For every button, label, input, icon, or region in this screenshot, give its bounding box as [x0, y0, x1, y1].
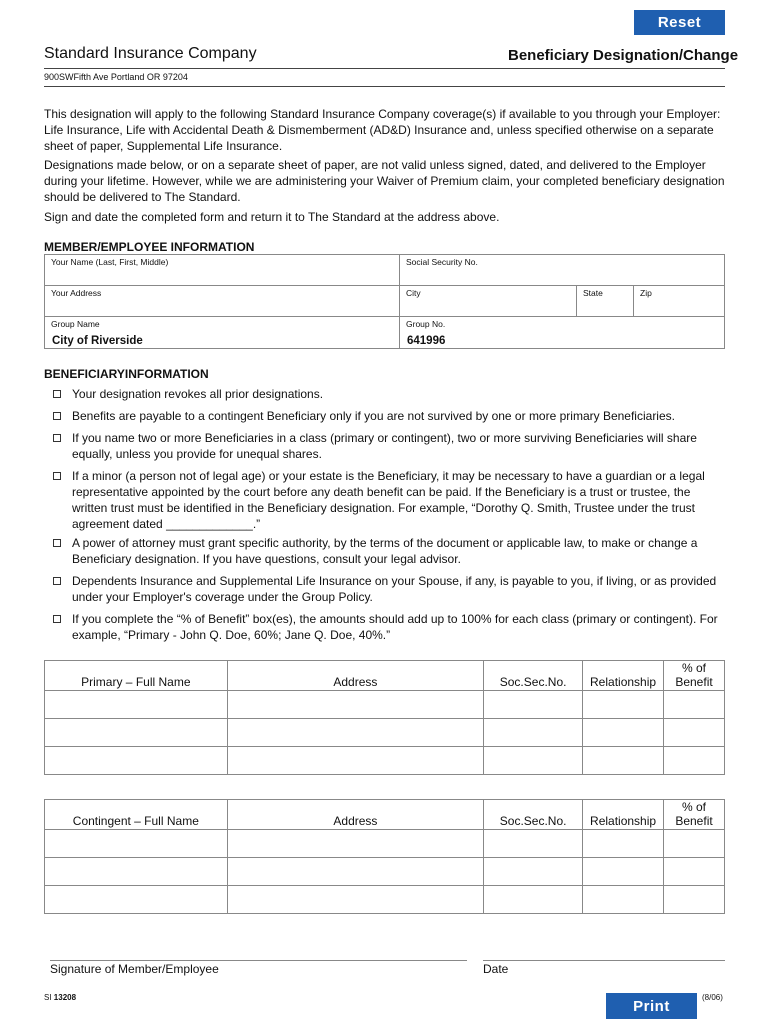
header-divider: [44, 68, 725, 69]
bullet-text: If you name two or more Beneficiaries in a class (primary or contingent), two or more surviving Beneficiaries will share equally, unless you provide for unequal shares.: [72, 431, 697, 461]
relationship-cell[interactable]: [583, 719, 664, 747]
contingent-beneficiary-table: [44, 799, 725, 914]
member-section-heading: MEMBER/EMPLOYEE INFORMATION: [44, 240, 255, 254]
percent-cell[interactable]: [664, 858, 725, 886]
beneficiary-section-heading: BENEFICIARYINFORMATION: [44, 367, 209, 381]
signature-field[interactable]: [50, 960, 467, 961]
name-label: Your Name (Last, First, Middle): [51, 257, 169, 267]
intro-paragraph-1: This designation will apply to the following Standard Insurance Company coverage(s) if available to you through your Employer: Life Insurance, Life with Accidental Death & Dismemberment (AD&D) Insurance and, unless specified otherwise on a separate sheet of paper, Supplemental Life Insurance.: [44, 107, 721, 153]
percent-cell[interactable]: [664, 747, 725, 775]
table-row: [45, 830, 725, 858]
company-name: Standard Insurance Company: [44, 45, 257, 62]
ssn-field[interactable]: [400, 255, 724, 285]
primary-beneficiary-table: [44, 660, 725, 775]
address-cell[interactable]: [227, 719, 483, 747]
form-number-prefix: SI: [44, 993, 52, 1002]
group-no-value: 641996: [407, 335, 446, 347]
bullet-item: [44, 611, 728, 643]
ssn-cell[interactable]: [484, 886, 583, 914]
checkbox-glyph: [53, 472, 61, 480]
bullet-text: A power of attorney must grant specific authority, by the terms of the document or applicable law, to make or change a Beneficiary designation. If you have questions, consult your legal advisor.: [72, 536, 698, 566]
bullet-text: Dependents Insurance and Supplemental Life Insurance on your Spouse, if any, is payable to you, if living, or as provided under your Employer's coverage under the Group Policy.: [72, 574, 717, 604]
state-field[interactable]: [577, 286, 634, 316]
address-label: Your Address: [51, 288, 102, 298]
name-cell[interactable]: [45, 886, 228, 914]
form-number-value: 13208: [53, 993, 77, 1002]
revision-date: (8/06): [702, 993, 723, 1002]
intro-paragraph-3: Sign and date the completed form and return it to The Standard at the address above.: [44, 210, 500, 224]
date-field[interactable]: [483, 960, 725, 961]
bullet-item: [44, 430, 728, 462]
table-row: [45, 691, 725, 719]
col-header-name: Contingent – Full Name: [45, 800, 228, 830]
date-label: Date: [483, 962, 509, 976]
name-cell[interactable]: [45, 747, 228, 775]
percent-cell[interactable]: [664, 830, 725, 858]
form-title: Beneficiary Designation/Change: [508, 47, 739, 64]
bullet-item: [44, 573, 728, 605]
address-cell[interactable]: [227, 747, 483, 775]
col-header-relationship: Relationship: [583, 800, 664, 830]
col-header-percent: % of Benefit: [664, 661, 725, 691]
state-label: State: [583, 288, 603, 298]
group-name-field[interactable]: [45, 317, 400, 348]
name-cell[interactable]: [45, 858, 228, 886]
group-name-label: Group Name: [51, 319, 100, 329]
address-field[interactable]: [45, 286, 400, 316]
signature-label: Signature of Member/Employee: [50, 962, 219, 976]
bullet-text: Your designation revokes all prior designations.: [72, 387, 324, 401]
group-no-label: Group No.: [406, 319, 446, 329]
table-row: [45, 747, 725, 775]
percent-cell[interactable]: [664, 886, 725, 914]
relationship-cell[interactable]: [583, 691, 664, 719]
col-header-address: Address: [227, 661, 483, 691]
bullet-text: If you complete the “% of Benefit” box(es), the amounts should add up to 100% for each class (primary or contingent). For example, “Primary - John Q. Doe, 60%; Jane Q. Doe, 40%.”: [72, 612, 718, 642]
ssn-cell[interactable]: [484, 858, 583, 886]
relationship-cell[interactable]: [583, 747, 664, 775]
city-label: City: [406, 288, 421, 298]
col-header-ssn: Soc.Sec.No.: [484, 661, 583, 691]
ssn-cell[interactable]: [484, 747, 583, 775]
percent-cell[interactable]: [664, 691, 725, 719]
bullet-item: [44, 468, 728, 532]
address-cell[interactable]: [227, 830, 483, 858]
address-cell[interactable]: [227, 886, 483, 914]
reset-button[interactable]: Reset: [634, 10, 725, 35]
checkbox-glyph: [53, 390, 61, 398]
table-row: [45, 858, 725, 886]
group-name-value: City of Riverside: [52, 335, 143, 347]
member-info-table: [44, 254, 725, 349]
bullet-text: If a minor (a person not of legal age) or your estate is the Beneficiary, it may be necessary to have a guardian or a legal representative appointed by the court before any death benefit can be paid. If the Beneficiary is a trust or trustee, the written trust must be identified in the Beneficiary designation. For example, “Dorothy Q. Smith, Trustee under the trust agreement dated _____________.”: [72, 469, 705, 531]
checkbox-glyph: [53, 539, 61, 547]
col-header-address: Address: [227, 800, 483, 830]
col-header-name: Primary – Full Name: [45, 661, 228, 691]
name-cell[interactable]: [45, 719, 228, 747]
name-field[interactable]: [45, 255, 400, 285]
name-cell[interactable]: [45, 830, 228, 858]
address-cell[interactable]: [227, 858, 483, 886]
table-row: [45, 886, 725, 914]
table-row: [45, 719, 725, 747]
bullet-item: [44, 386, 728, 402]
checkbox-glyph: [53, 577, 61, 585]
address-divider: [44, 86, 725, 87]
relationship-cell[interactable]: [583, 830, 664, 858]
relationship-cell[interactable]: [583, 886, 664, 914]
col-header-percent: % of Benefit: [664, 800, 725, 830]
ssn-cell[interactable]: [484, 691, 583, 719]
company-address: 900SWFifth Ave Portland OR 97204: [44, 72, 188, 82]
zip-label: Zip: [640, 288, 652, 298]
col-header-ssn: Soc.Sec.No.: [484, 800, 583, 830]
bullet-text: Benefits are payable to a contingent Beneficiary only if you are not survived by one or more primary Beneficiaries.: [72, 409, 675, 423]
bullet-item: [44, 408, 728, 424]
ssn-cell[interactable]: [484, 830, 583, 858]
zip-field[interactable]: [634, 286, 724, 316]
relationship-cell[interactable]: [583, 858, 664, 886]
checkbox-glyph: [53, 434, 61, 442]
group-no-field[interactable]: [400, 317, 724, 348]
ssn-label: Social Security No.: [406, 257, 478, 267]
city-field[interactable]: [400, 286, 577, 316]
checkbox-glyph: [53, 615, 61, 623]
col-header-relationship: Relationship: [583, 661, 664, 691]
name-cell[interactable]: [45, 691, 228, 719]
form-number: [44, 993, 76, 1002]
percent-cell[interactable]: [664, 719, 725, 747]
bullet-item: [44, 535, 728, 567]
checkbox-glyph: [53, 412, 61, 420]
print-button[interactable]: Print: [606, 993, 697, 1019]
address-cell[interactable]: [227, 691, 483, 719]
ssn-cell[interactable]: [484, 719, 583, 747]
intro-paragraph-2: Designations made below, or on a separate sheet of paper, are not valid unless signed, dated, and delivered to the Employer during your lifetime. However, while we are administering your Waiver of Premium claim, your completed beneficiary designation should be delivered to The Standard.: [44, 158, 725, 204]
